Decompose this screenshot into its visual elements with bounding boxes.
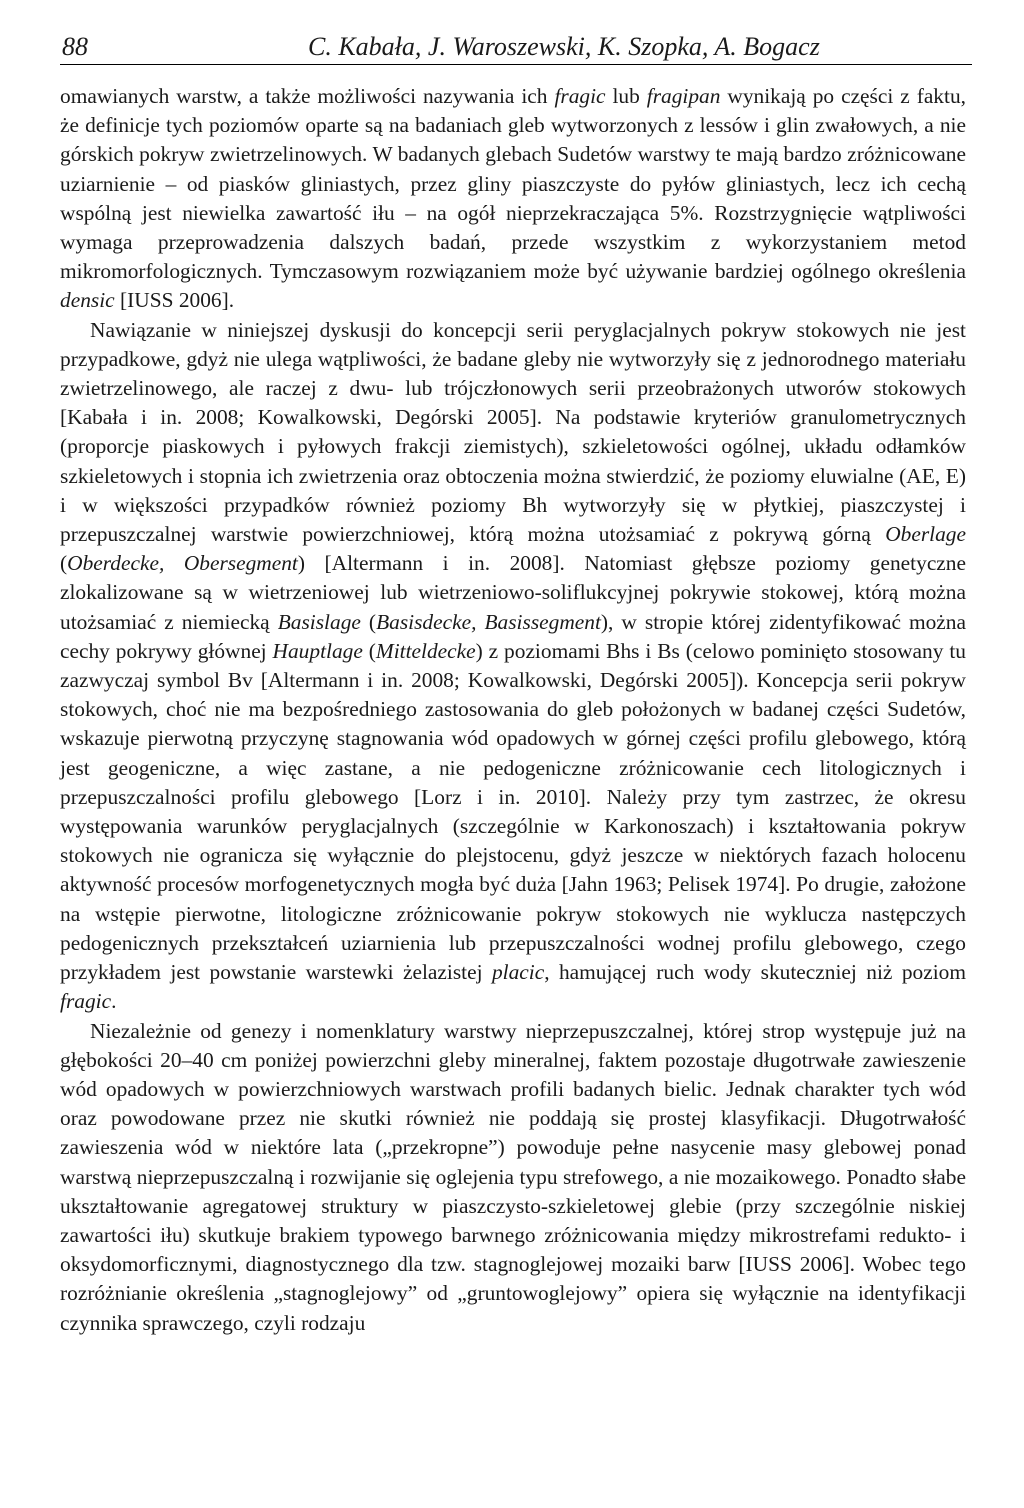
- text-run: (: [362, 638, 376, 663]
- text-run: Nawiązanie w niniejszej dyskusji do koncepcji serii peryglacjalnych pokryw stokowych nie jest przypadkowe, gdyż nie ulega wątpliwości, że badane gleby nie wytworzyły się z jednorodnego materiału zwietrzelinowego, ale raczej z dwu- lub trójczłonowych serii przeobrażonych utworów stokowych [Kabała i in. 2008; Kowalkowski, Degórski 2005]. Na podstawie kryteriów granulometrycznych (proporcje piaskowych i pyłowych frakcji ziemistych), szkieletowości ogólnej, układu odłamków szkieletowych i stopnia ich zwietrzenia oraz obtoczenia można stwierdzić, że poziomy eluwialne (AE, E) i w większości przypadków również poziomy Bh wytworzyły się w płytkiej, piaszczystej i przepuszczalnej warstwie powierzchniowej, którą można utożsamiać z pokrywą górną: [60, 317, 966, 547]
- text-run: (: [360, 609, 377, 634]
- italic-term: fragipan: [646, 84, 721, 108]
- italic-term: Oberlage: [885, 522, 966, 547]
- page-number: 88: [62, 32, 88, 61]
- italic-term: Mitteldecke: [375, 638, 476, 663]
- text-run: ) [Altermann i in. 2008]. Natomiast głębsze poziomy genetyczne zlokalizowane są w wietrzeniowej lub wietrzeniowo-soliflukcyjnej pokrywie stokowej, którą można utożsamiać z niemiecką: [60, 551, 966, 634]
- italic-term: fragic: [60, 989, 112, 1014]
- paragraph: [60, 316, 966, 1017]
- italic-term: Basisdecke, Basissegment: [376, 609, 601, 634]
- text-run: lub: [605, 84, 647, 108]
- text-run: [IUSS 2006].: [114, 288, 235, 313]
- italic-term: Hauptlage: [272, 638, 363, 663]
- paragraph: [60, 82, 966, 316]
- running-header: [52, 26, 972, 66]
- italic-term: Basislage: [277, 609, 361, 634]
- text-run: (: [60, 551, 68, 576]
- header-rule: [60, 64, 972, 65]
- italic-term: fragic: [554, 84, 606, 108]
- italic-term: Oberdecke, Obersegment: [67, 551, 298, 576]
- text-run: .: [111, 989, 117, 1014]
- text-run: wynikają po części z faktu, że definicje tych poziomów oparte są na badaniach gleb wytworzonych z lessów i glin zwałowych, a nie górskich pokryw zwietrzelinowych. W badanych glebach Sudetów warstwy te mają bardzo zróżnicowane uziarnienie – od piasków gliniastych, przez gliny piaszczyste do pyłów gliniastych, lecz ich cechą wspólną jest niewielka zawartość iłu – na ogół nieprzekraczająca 5%. Rozstrzygnięcie wątpliwości wymaga przeprowadzenia dalszych badań, przede wszystkim z wykorzystaniem metod mikromorfologicznych. Tymczasowym rozwiązaniem może być używanie bardziej ogólnego określenia: [60, 84, 966, 284]
- running-head-authors: C. Kabała, J. Waroszewski, K. Szopka, A. Bogacz: [308, 32, 820, 61]
- paragraph: [60, 1017, 966, 1338]
- text-run: Niezależnie od genezy i nomenklatury warstwy nieprzepuszczalnej, której strop występuje już na głębokości 20–40 cm poniżej powierzchni gleby mineralnej, faktem pozostaje długotrwałe zawieszenie wód opadowych w powierzchniowych warstwach profili badanych bielic. Jednak charakter tych wód oraz powodowane przez nie skutki również nie poddają się prostej klasyfikacji. Długotrwałość zawieszenia wód w niektóre lata („przekropne”) powoduje pełne nasycenie masy glebowej ponad warstwą nieprzepuszczalną i rozwijanie się oglejenia typu strefowego, a nie mozaikowego. Ponadto słabe ukształtowanie agregatowej struktury w piaszczysto-szkieletowej glebie (przy szczególnie niskiej zawartości iłu) skutkuje brakiem typowego barwnego zróżnicowania między mikrostrefami redukto- i oksydomorficznymi, diagnostycznego dla tzw. stagnoglejowej mozaiki barw [IUSS 2006]. Wobec tego rozróżnianie określenia „stagnoglejowy” od „gruntowoglejowy” opiera się wyłącznie na identyfikacji czynnika sprawczego, czyli rodzaju: [60, 1018, 966, 1335]
- text-run: ) z poziomami Bhs i Bs (celowo pominięto stosowany tu zazwyczaj symbol Bv [Altermann i in. 2008; Kowalkowski, Degórski 2005]). Koncepcja serii pokryw stokowych, choć nie ma bezpośredniego zastosowania do gleb położonych w badanej części Sudetów, wskazuje pierwotną przyczynę stagnowania wód opadowych w górnej części profilu glebowego, którą jest geogeniczne, a więc zastane, a nie pedogeniczne zróżnicowanie cech litologicznych i przepuszczalności profilu glebowego [Lorz i in. 2010]. Należy przy tym zastrzec, że okresu występowania warunków peryglacjalnych (szczególnie w Karkonoszach) i kształtowania pokryw stokowych nie ogranicza się wyłącznie do plejstocenu, gdyż jeszcze w niektórych fazach holocenu aktywność procesów morfogenetycznych mogła być duża [Jahn 1963; Pelisek 1974]. Po drugie, założone na wstępie pierwotne, litologiczne zróżnicowanie pokryw stokowych nie wyklucza następczych pedogenicznych przekształceń uziarnienia lub przepuszczalności wodnej profilu glebowego, czego przykładem jest powstanie warstewki żelazistej: [60, 638, 966, 985]
- text-run: , hamującej ruch wody skuteczniej niż poziom: [544, 960, 966, 985]
- text-run: ), w stropie której zidentyfikować można cechy pokrywy głównej: [60, 609, 966, 663]
- text-run: omawianych warstw, a także możliwości nazywania ich: [60, 84, 555, 108]
- italic-term: placic: [491, 960, 545, 985]
- italic-term: densic: [60, 288, 115, 313]
- body-text: [60, 82, 966, 1338]
